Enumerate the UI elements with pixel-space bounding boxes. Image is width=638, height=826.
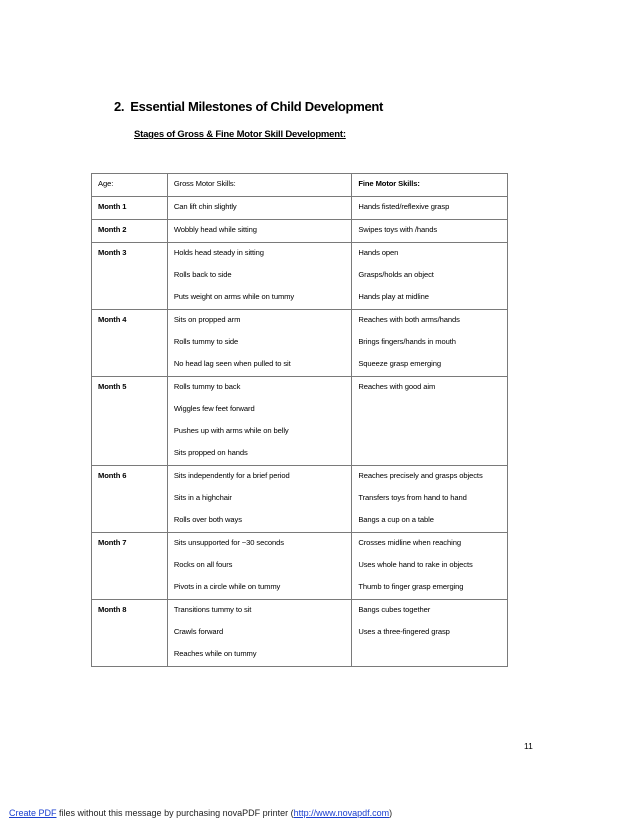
milestones-table (91, 173, 508, 667)
table-subheading: Stages of Gross & Fine Motor Skill Development: (134, 129, 346, 140)
gross-motor-cell (167, 533, 352, 600)
section-heading (114, 99, 383, 114)
gross-skill-item: Rolls tummy to back (173, 382, 241, 391)
gross-skill-item: Transitions tummy to sit (173, 605, 252, 614)
month-cell: Month 5 (92, 377, 168, 466)
novapdf-link[interactable]: http://www.novapdf.com (293, 808, 390, 818)
fine-skill-item: Bangs cubes together (358, 605, 431, 614)
fine-skill-item: Reaches with good aim (358, 382, 436, 391)
fine-motor-cell (352, 466, 508, 533)
month-cell: Month 6 (92, 466, 168, 533)
footer-text: files without this message by purchasing novaPDF printer ( (56, 808, 294, 818)
header-fine-motor: Fine Motor Skills: (352, 174, 508, 197)
month-cell: Month 1 (92, 197, 168, 220)
gross-skill-item: Sits propped on hands (173, 448, 248, 457)
page-number: 11 (524, 741, 533, 751)
fine-motor-cell (352, 533, 508, 600)
fine-motor-cell (352, 220, 508, 243)
gross-motor-cell (167, 197, 352, 220)
gross-skill-item: Crawls forward (173, 627, 224, 636)
gross-skill-item: Sits unsupported for ~30 seconds (173, 538, 284, 547)
fine-skill-item: Swipes toys with /hands (358, 225, 438, 234)
gross-skill-item: No head lag seen when pulled to sit (173, 359, 291, 368)
table-header-row (92, 174, 508, 197)
month-cell: Month 4 (92, 310, 168, 377)
table-row (92, 377, 508, 466)
gross-skill-item: Sits independently for a brief period (173, 471, 290, 480)
fine-skill-item: Crosses midline when reaching (358, 538, 461, 547)
gross-motor-cell (167, 243, 352, 310)
table-row (92, 533, 508, 600)
gross-skill-item: Wiggles few feet forward (173, 404, 255, 413)
month-cell: Month 3 (92, 243, 168, 310)
fine-skill-item: Hands open (358, 248, 399, 257)
fine-skill-item: Reaches precisely and grasps objects (358, 471, 483, 480)
gross-skill-item: Puts weight on arms while on tummy (173, 292, 295, 301)
gross-skill-item: Rocks on all fours (173, 560, 233, 569)
gross-skill-item: Rolls back to side (173, 270, 232, 279)
table-body (92, 197, 508, 667)
month-cell: Month 7 (92, 533, 168, 600)
fine-skill-item: Reaches with both arms/hands (358, 315, 460, 324)
fine-motor-cell (352, 310, 508, 377)
gross-skill-item: Holds head steady in sitting (173, 248, 264, 257)
header-gross-motor: Gross Motor Skills: (167, 174, 352, 197)
fine-skill-item: Brings fingers/hands in mouth (358, 337, 456, 346)
footer-close: ) (389, 808, 393, 818)
gross-skill-item: Sits in a highchair (173, 493, 232, 502)
gross-skill-item: Reaches while on tummy (173, 649, 257, 658)
fine-skill-item: Hands play at midline (358, 292, 429, 301)
gross-skill-item: Rolls tummy to side (173, 337, 239, 346)
fine-skill-item: Squeeze grasp emerging (358, 359, 441, 368)
gross-skill-item: Wobbly head while sitting (173, 225, 257, 234)
fine-motor-cell (352, 197, 508, 220)
section-title: Essential Milestones of Child Development (130, 99, 384, 114)
section-number: 2. (114, 99, 125, 114)
gross-motor-cell (167, 377, 352, 466)
fine-skill-item: Transfers toys from hand to hand (358, 493, 467, 502)
gross-motor-cell (167, 600, 352, 667)
fine-skill-item: Uses whole hand to rake in objects (358, 560, 473, 569)
gross-skill-item: Pushes up with arms while on belly (173, 426, 289, 435)
fine-skill-item: Grasps/holds an object (358, 270, 434, 279)
table-row (92, 466, 508, 533)
fine-skill-item: Hands fisted/reflexive grasp (358, 202, 450, 211)
gross-skill-item: Pivots in a circle while on tummy (173, 582, 281, 591)
create-pdf-link[interactable]: Create PDF (9, 808, 57, 818)
gross-skill-item: Sits on propped arm (173, 315, 241, 324)
month-cell: Month 8 (92, 600, 168, 667)
fine-skill-item: Bangs a cup on a table (358, 515, 434, 524)
fine-skill-item: Uses a three-fingered grasp (358, 627, 450, 636)
fine-motor-cell (352, 243, 508, 310)
gross-motor-cell (167, 310, 352, 377)
pdf-footer (9, 808, 392, 818)
gross-motor-cell (167, 466, 352, 533)
fine-motor-cell (352, 377, 508, 466)
month-cell: Month 2 (92, 220, 168, 243)
table-row (92, 310, 508, 377)
fine-skill-item: Thumb to finger grasp emerging (358, 582, 464, 591)
table-row (92, 197, 508, 220)
fine-motor-cell (352, 600, 508, 667)
table-row (92, 220, 508, 243)
gross-skill-item: Rolls over both ways (173, 515, 242, 524)
table-row (92, 243, 508, 310)
header-age: Age: (92, 174, 168, 197)
gross-motor-cell (167, 220, 352, 243)
gross-skill-item: Can lift chin slightly (173, 202, 237, 211)
table-row (92, 600, 508, 667)
